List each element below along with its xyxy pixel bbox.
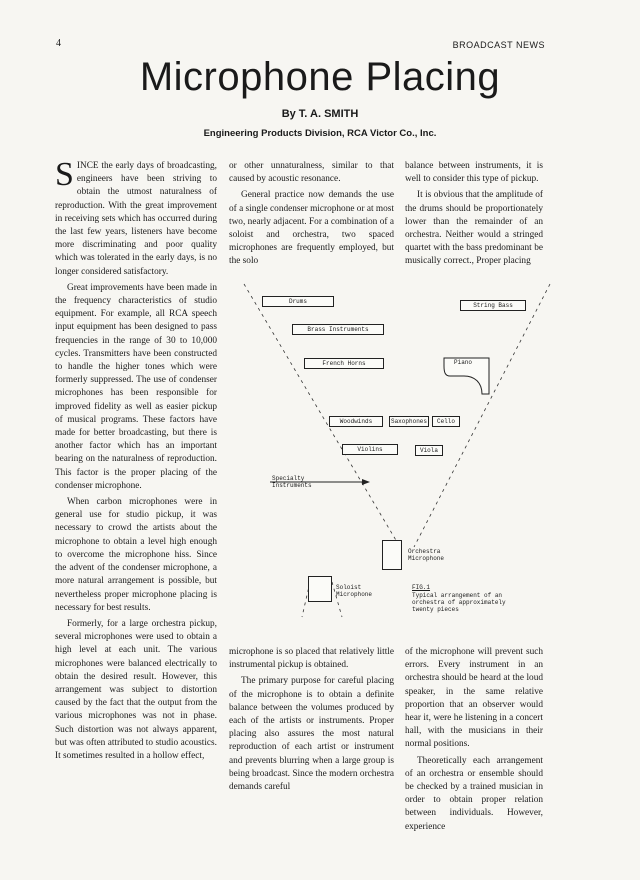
running-head: BROADCAST NEWS [452,40,545,50]
col1-paragraph-2: Great improvements have been made in the frequency characteristics of studio equipment. For example, all RCA speech input equipment has been designed to pass frequencies in the range of 30 to 10,000 cycles. Transmitters have been constructed to handle the higher tones which were formerly suppressed. The use of condenser microphones has been responsible for improved fidelity as well as easier pickup of musical programs. These factors have made for better broadcasting, but there is another factor which has an important bearing on the naturalness of reproduction. This factor is the proper placing of the condenser microphone. [55,282,217,491]
piano-label: Piano [454,359,473,366]
specialty-instruments-label: Specialty Instruments [272,475,312,489]
col2-paragraph-3: microphone is so placed that relatively little instrumental pickup is obtained. [229,647,394,671]
col3-paragraph-2: It is obvious that the amplitude of the drums should be proportionately lower than the remainder of an orchestra. Neither would a stringed quartet with the bass predominant be musically correct., Proper placing [405,190,543,267]
viola-box: Viola [415,445,443,456]
figure-lines [232,272,562,642]
col2-paragraph-4: The primary purpose for careful placing of the microphone is to obtain a definite balance between the volumes produced by each of the artists or instruments. Proper placing also assures the most natural reproduction of each artist or instrument and prevents blurring when a large group is being broadcast. Since the modern orchestra demands careful [229,676,394,793]
col1-paragraph-4: Formerly, for a large orchestra pickup, several microphones were used to obtain a high level at each unit. The various microphones were balanced electrically to obtain the desired result. However, this arrangement was subject to distortion caused by the fact that the output from the various microphones was not in phase. Such distortion was not always apparent, but was often attributed to studio acoustics. It sometimes resulted in a hollow effect, [55,618,217,761]
article-byline: By T. A. SMITH [281,108,359,120]
brass-instruments-box: Brass Instruments [292,324,384,335]
drop-cap: S [55,156,74,193]
violins-box: Violins [342,444,398,455]
col3-paragraph-4: Theoretically each arrangement of an orchestra or ensemble should be checked by a trained musician in order to obtain proper relation between individuals. However, experience [405,755,543,832]
orchestra-microphone-label: Orchestra Microphone [408,548,445,562]
page-number: 4 [56,38,61,49]
column-3-bottom [405,646,543,837]
col3-paragraph-1: balance between instruments, it is well to consider this type of pickup. [405,161,543,185]
figure-caption: Typical arrangement of an orchestra of approximately twenty pieces [412,592,506,613]
saxophones-box: Saxophones [390,418,427,425]
column-1 [55,156,217,766]
col1-p1-text: INCE the early days of broadcasting, engineers have been striving to obtain the utmost naturalness of reproduction. With the great improvement in receiving sets which has occurred during the last few years, listeners have become more discriminating and poor quality which was tolerated in the early days, is no longer considered satisfactory. [55,161,217,277]
orchestra-microphone-symbol [382,540,402,570]
col2-paragraph-1: or other unnaturalness, similar to that caused by acoustic resonance. [229,161,394,185]
article-title: Microphone Placing [139,55,501,99]
soloist-microphone-label: Soloist Microphone [336,584,373,598]
column-2-bottom [229,646,394,797]
soloist-microphone-symbol [308,576,332,602]
col2-paragraph-2: General practice now demands the use of a single condenser microphone or at most two, nearly adjacent. For a combination of a soloist and orchestra, two spaced microphones are frequently employed, but the solo [229,190,394,267]
article-affiliation: Engineering Products Division, RCA Victor Co., Inc. [203,128,437,139]
woodwinds-box: Woodwinds [329,416,383,427]
string-bass-box: String Bass [460,300,526,311]
col1-paragraph-1 [55,156,217,279]
orchestra-arrangement-figure [232,272,562,642]
french-horns-box: French Horns [304,358,384,369]
cello-box: Cello [432,416,460,427]
drums-box: Drums [262,296,334,307]
column-3-top [405,160,543,272]
column-2-top [229,160,394,272]
col3-paragraph-3: of the microphone will prevent such errors. Every instrument in an orchestra should be heard at the loud speaker, in the same relative proportion that an observer would hear it, were he listening in a concert hall, with the musicians in their normal positions. [405,647,543,750]
figure-number: FIG.1 [412,584,431,591]
col1-paragraph-3: When carbon microphones were in general use for studio pickup, it was necessary to crowd the artists about the microphone to obtain a level high enough to overcome the microphone hiss. Since the advent of the condenser microphone, a more natural arrangement is possible, but nevertheless proper microphone placing is necessary for best results. [55,497,217,613]
